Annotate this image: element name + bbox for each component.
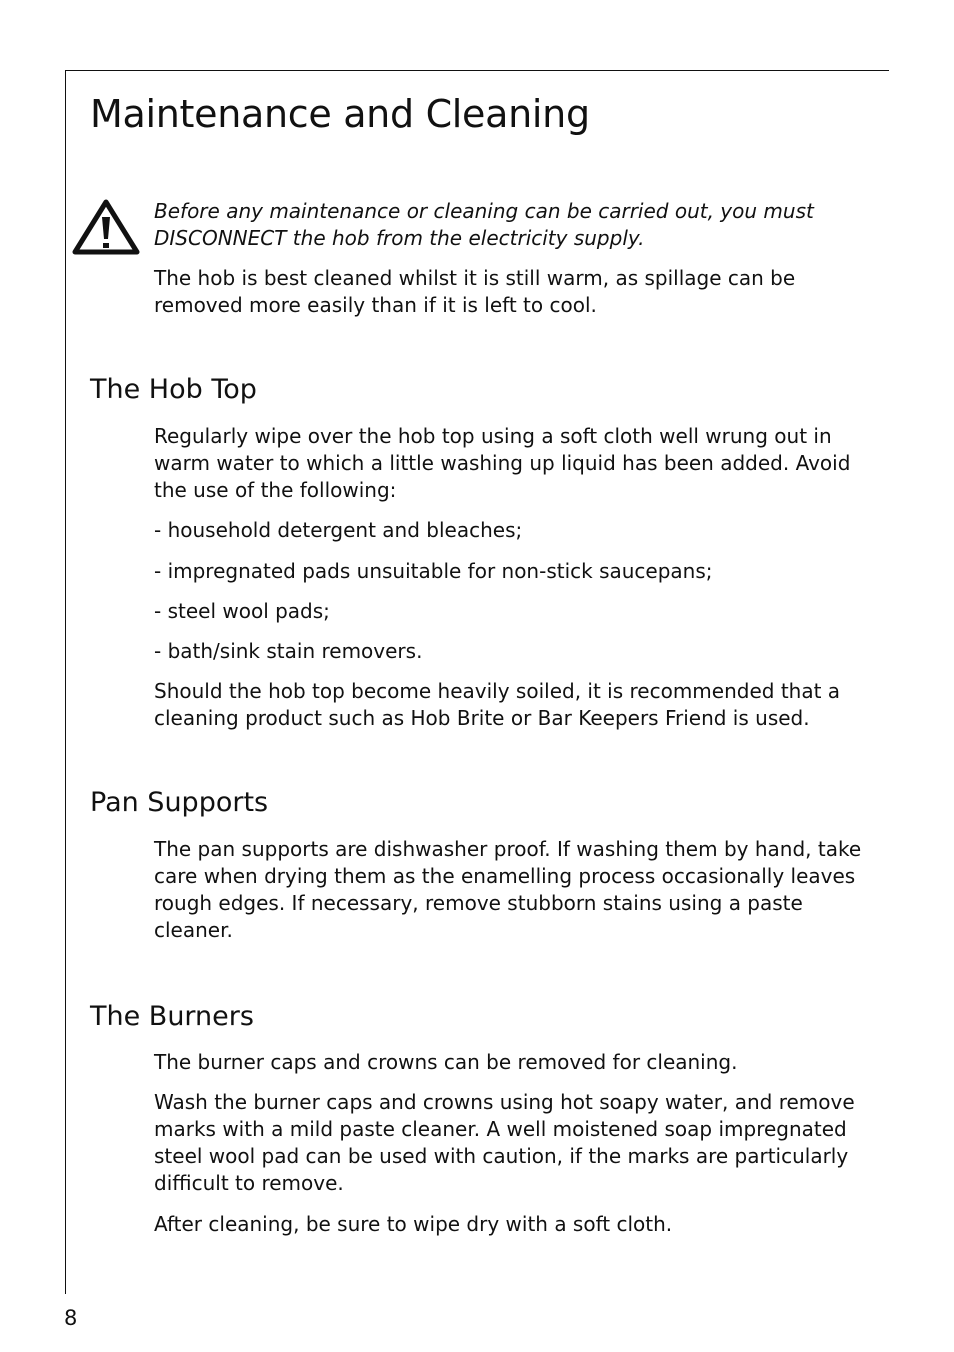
- list-item: - impregnated pads unsuitable for non-stick saucepans;: [154, 559, 713, 583]
- pan-supports-text: The pan supports are dishwasher proof. If washing them by hand, take care when drying them as the enamelling process occasionally leaves rough edges. If necessary, remove stubborn stains using a paste cleaner.: [154, 837, 862, 942]
- warning-text: Before any maintenance or cleaning can be carried out, you must DISCONNECT the hob from the electricity supply.: [154, 199, 814, 250]
- section-heading-burners: The Burners: [90, 1001, 254, 1032]
- page-number: 8: [64, 1306, 78, 1330]
- list-item: - bath/sink stain removers.: [154, 639, 423, 663]
- burners-paragraph: The burner caps and crowns can be removed for cleaning.: [154, 1050, 738, 1074]
- left-rule: [65, 70, 66, 1294]
- section-heading-hob-top: The Hob Top: [90, 374, 257, 405]
- burners-paragraph: After cleaning, be sure to wipe dry with a soft cloth.: [154, 1212, 673, 1236]
- top-rule: [65, 70, 889, 71]
- hob-top-intro: Regularly wipe over the hob top using a soft cloth well wrung out in warm water to which a little washing up liquid has been added. Avoid the use of the following:: [154, 424, 851, 502]
- list-item: - household detergent and bleaches;: [154, 518, 523, 542]
- list-item: - steel wool pads;: [154, 599, 330, 623]
- intro-paragraph: The hob is best cleaned whilst it is still warm, as spillage can be removed more easily than if it is left to cool.: [154, 266, 796, 317]
- warning-triangle-icon: [72, 198, 140, 256]
- hob-top-outro: Should the hob top become heavily soiled, it is recommended that a cleaning product such as Hob Brite or Bar Keepers Friend is used.: [154, 679, 841, 730]
- page-title: Maintenance and Cleaning: [90, 92, 590, 136]
- section-heading-pan-supports: Pan Supports: [90, 787, 269, 818]
- burners-paragraph: Wash the burner caps and crowns using hot soapy water, and remove marks with a mild paste cleaner. A well moistened soap impregnated steel wool pad can be used with caution, if the marks are particularly difficult to remove.: [154, 1090, 855, 1195]
